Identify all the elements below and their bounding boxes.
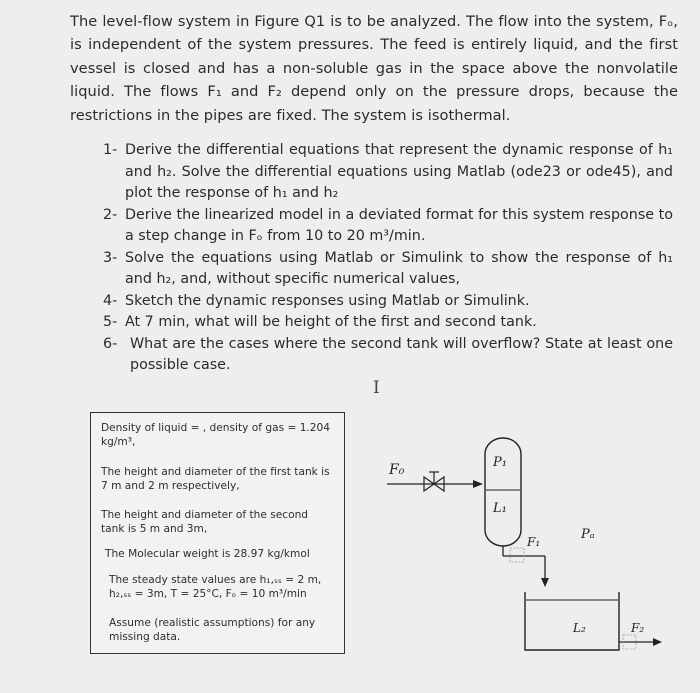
density-note: Density of liquid = , density of gas = 1.204 kg/m³, [101,422,331,448]
label-l1: L₁ [493,501,507,516]
task-item [103,140,673,205]
level-flow-diagram [385,428,675,668]
task-number: 3- [103,249,118,266]
task-list [103,140,673,377]
tank1-note: The height and diameter of the first tank is 7 m and 2 m respectively, [101,466,330,492]
task-text: Derive the differential equations that represent the dynamic response of h₁ and h₂. Solve the differential equations using Matlab (ode23 or ode45), and plot the response of h₁ and h₂ [125,142,673,201]
task-item [103,248,673,291]
task-number: 6- [103,335,118,352]
label-pa: Pₐ [581,527,595,542]
outlet-1-arrow-icon [541,578,549,587]
task-number: 4- [103,292,118,309]
label-p1: P₁ [493,455,507,470]
label-f2: F₂ [631,621,645,635]
task-item [103,205,673,248]
task-item [103,291,673,313]
given-data-box [90,412,345,654]
task-number: 1- [103,142,118,158]
task-text: At 7 min, what will be height of the first and second tank. [125,314,537,330]
task-text: What are the cases where the second tank will overflow? State at least one possible case. [130,335,673,373]
label-l2: L₂ [573,621,586,635]
tank2-note: The height and diameter of the second tank is 5 m and 3m, [101,509,309,535]
task-text: Solve the equations using Matlab or Simulink to show the response of h₁ and h₂, and, without specific numerical values, [125,249,673,287]
assumptions-note: Assume (realistic assumptions) for any missing data. [109,617,316,643]
molecular-weight-note: The Molecular weight is 28.97 kg/kmol [105,548,310,560]
task-number: 2- [103,206,118,223]
task-item [103,334,673,377]
restriction-1-icon [510,548,524,562]
label-f0: F₀ [389,462,405,478]
task-text: Derive the linearized model in a deviated format for this system response to a step change in Fₒ from 10 to 20 m³/min. [125,206,673,244]
tank-2 [525,592,619,650]
task-item [103,312,673,334]
task-number: 5- [103,314,118,330]
outlet-2-arrow-icon [653,638,662,646]
feed-valve-icon [424,472,444,491]
steady-state-note: The steady state values are h₁,ₛₛ = 2 m, h₂,ₛₛ = 3m, T = 25°C, Fₒ = 10 m³/min [109,574,322,600]
text-cursor-icon: I [373,378,380,398]
problem-statement: The level-flow system in Figure Q1 is to be analyzed. The flow into the system, Fₒ, is independent of the system pressures. The feed is entirely liquid, and the first vessel is closed and has a non-soluble gas in the space above the nonvolatile liquid. The flows F₁ and F₂ depend only on the pressure drops, because the restrictions in the pipes are fixed. The system is isothermal. [70,13,678,124]
label-f1: F₁ [527,535,541,549]
feed-arrow-icon [473,480,483,488]
task-text: Sketch the dynamic responses using Matlab or Simulink. [125,292,530,309]
